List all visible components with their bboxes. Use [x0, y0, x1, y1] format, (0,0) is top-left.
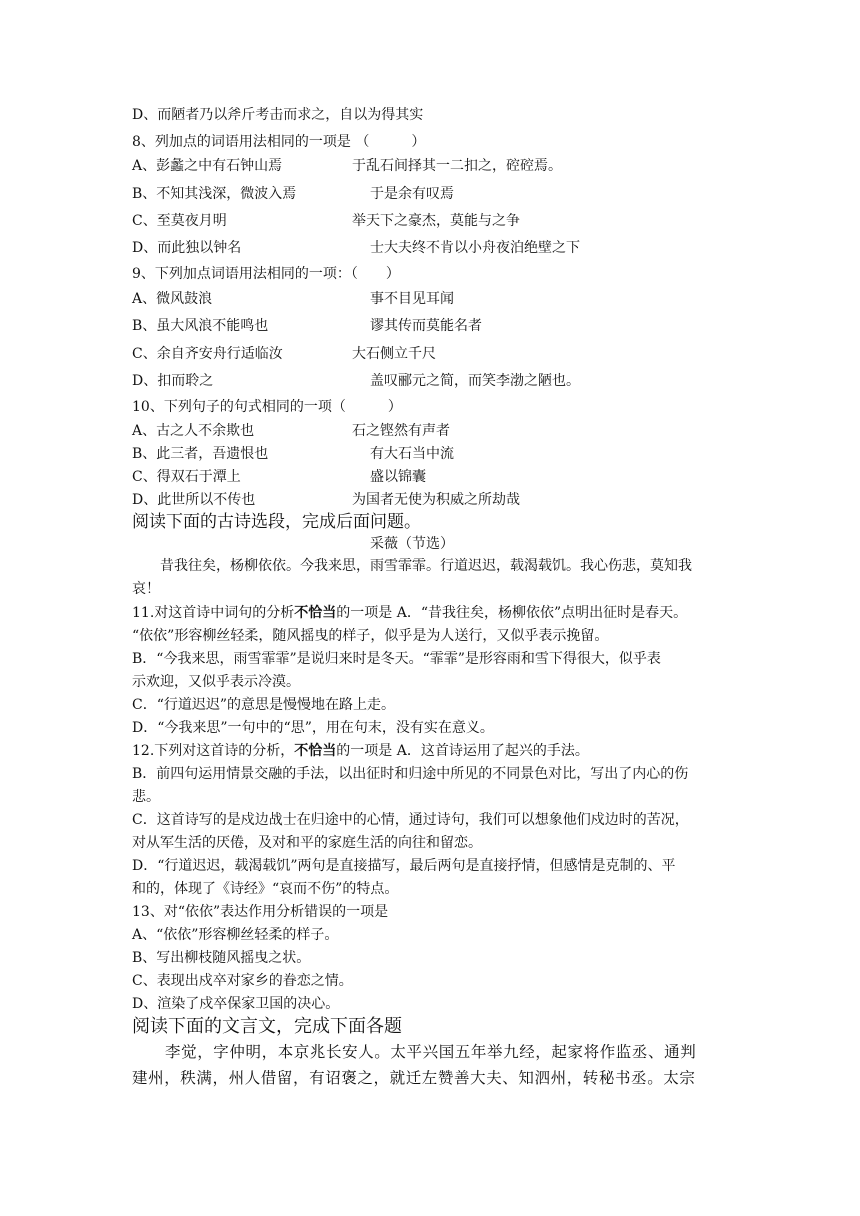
q9-option-d: D、扣而聆之 — [132, 373, 214, 389]
q9-option-a-right: 事不目见耳闻 — [370, 291, 454, 307]
q11-prefix: 11.对这首诗中词句的分析 — [132, 605, 295, 621]
prose-line-2: 建州，秩满，州人借留，有诏褒之，就迁左赞善大夫、知泗州，转秘书丞。太宗 — [132, 1069, 696, 1087]
q8-option-d: D、而此独以钟名 — [132, 240, 242, 256]
q7-option-d: D、而陋者乃以斧斤考击而求之，自以为得其实 — [132, 107, 424, 123]
q12-line-2: B．前四句运用情景交融的手法，以出征时和归途中所见的不同景色对比，写出了内心的伤 — [132, 766, 689, 782]
q8-option-a: A、彭蠡之中有石钟山焉 — [132, 158, 283, 174]
q11-stem — [132, 603, 687, 623]
q11-line-6: D．“今我来思”一句中的“思”，用在句末，没有实在意义。 — [132, 720, 494, 736]
q9-stem: 9、下列加点词语用法相同的一项：（ ） — [132, 266, 400, 282]
q12-line-6: D．“行道迟迟，载渴载饥”两句是直接描写，最后两句是直接抒情，但感情是克制的、平 — [132, 858, 676, 874]
q11-suffix: 的一项是 A．“昔我往矣，杨柳依依”点明出征时是春天。 — [336, 605, 688, 621]
q8-option-a-right: 于乱石间择其一二扣之，硿硿焉。 — [352, 158, 562, 174]
q12-stem — [132, 741, 589, 761]
q10-option-a: A、古之人不余欺也 — [132, 423, 255, 439]
q11-bold: 不恰当 — [294, 605, 337, 621]
q8-option-c-right: 举天下之豪杰，莫能与之争 — [352, 213, 520, 229]
q10-option-c-right: 盛以锦囊 — [370, 469, 426, 485]
q13-option-d: D、渲染了戍卒保家卫国的决心。 — [132, 996, 340, 1012]
q9-option-c-right: 大石侧立千尺 — [352, 346, 436, 362]
q13-option-b: B、写出柳枝随风摇曳之状。 — [132, 950, 311, 966]
q9-option-d-right: 盖叹郦元之简，而笑李渤之陋也。 — [370, 373, 580, 389]
q13-stem: 13、对“依依”表达作用分析错误的一项是 — [132, 904, 389, 920]
q10-option-a-right: 石之铿然有声者 — [352, 423, 450, 439]
q13-option-a: A、“依依”形容柳丝轻柔的样子。 — [132, 927, 339, 943]
q8-option-d-right: 士大夫终不肯以小舟夜泊绝壁之下 — [370, 240, 580, 256]
q9-option-b: B、虽大风浪不能鸣也 — [132, 318, 269, 334]
q12-bold: 不恰当 — [294, 743, 337, 759]
poem-line-2: 哀！ — [132, 581, 160, 597]
q12-line-4: C．这首诗写的是戍边战士在归途中的心情，通过诗句，我们可以想象他们戍边时的苦况， — [132, 812, 689, 828]
q12-line-7: 和的，体现了《诗经》“哀而不伤”的特点。 — [132, 881, 399, 897]
q13-option-c: C、表现出戍卒对家乡的眷恋之情。 — [132, 973, 353, 989]
q8-option-c: C、至莫夜月明 — [132, 213, 227, 229]
poem-line-1: 昔我往矣，杨柳依依。今我来思，雨雪霏霏。行道迟迟，载渴载饥。我心伤悲，莫知我 — [160, 558, 692, 574]
q9-option-b-right: 谬其传而莫能名者 — [370, 318, 482, 334]
q9-option-a: A、微风鼓浪 — [132, 291, 213, 307]
q10-option-d: D、此世所以不传也 — [132, 492, 256, 508]
q10-option-b-right: 有大石当中流 — [370, 446, 454, 462]
q9-option-c: C、余自齐安舟行适临汝 — [132, 346, 283, 362]
q11-line-4: 示欢迎，又似乎表示冷漠。 — [132, 674, 300, 690]
poem-title: 采薇（节选） — [370, 536, 454, 552]
q8-stem: 8、列加点的词语用法相同的一项是 （ ） — [132, 134, 426, 150]
q10-stem: 10、下列句子的句式相同的一项（ ） — [132, 399, 402, 415]
q8-option-b-right: 于是余有叹焉 — [370, 186, 454, 202]
q11-line-5: C．“行道迟迟”的意思是慢慢地在路上走。 — [132, 697, 396, 713]
q12-line-3: 悲。 — [132, 789, 160, 805]
section-heading-prose: 阅读下面的文言文，完成下面各题 — [132, 1016, 402, 1037]
q12-prefix: 12.下列对这首诗的分析， — [132, 743, 295, 759]
q8-option-b: B、不知其浅深，微波入焉 — [132, 186, 297, 202]
q10-option-d-right: 为国者无使为积威之所劫哉 — [352, 492, 520, 508]
q12-line-5: 对从军生活的厌倦，及对和平的家庭生活的向往和留恋。 — [132, 835, 482, 851]
q11-line-3: B．“今我来思，雨雪霏霏”是说归来时是冬天。“霏霏”是形容雨和雪下得很大，似乎表 — [132, 651, 661, 667]
q11-line-2: “依依”形容柳丝轻柔，随风摇曳的样子，似乎是为人送行，又似乎表示挽留。 — [132, 628, 609, 644]
q10-option-c: C、得双石于潭上 — [132, 469, 241, 485]
prose-line-1: 李觉，字仲明，本京兆长安人。太平兴国五年举九经，起家将作监丞、通判 — [165, 1043, 697, 1061]
q12-suffix: 的一项是 A．这首诗运用了起兴的手法。 — [336, 743, 589, 759]
section-heading-poem: 阅读下面的古诗选段，完成后面问题。 — [132, 512, 421, 532]
q10-option-b: B、此三者，吾遗恨也 — [132, 446, 269, 462]
